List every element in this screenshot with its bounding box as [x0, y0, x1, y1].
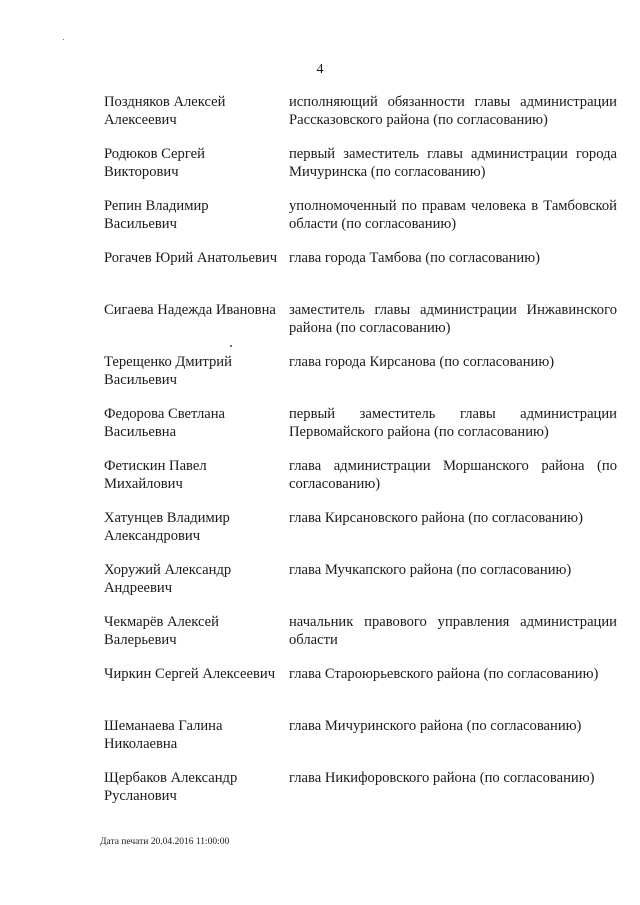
member-row: [0, 457, 640, 509]
print-date: Дата печати 20.04.2016 11:00:00: [100, 837, 230, 847]
member-name: Родюков Сергей Викторович: [104, 146, 205, 180]
member-row: [0, 353, 640, 405]
member-row: [0, 249, 640, 301]
member-row: [0, 301, 640, 353]
member-row: [0, 769, 640, 821]
scan-speck: [63, 39, 64, 40]
member-row: [0, 665, 640, 717]
member-position: начальник правового управления администрации области: [289, 614, 617, 648]
member-name: Хоружий Александр Андреевич: [104, 562, 232, 596]
member-name: Фетискин Павел Михайлович: [104, 458, 207, 492]
member-name: Чекмарёв Алексей Валерьевич: [104, 614, 219, 648]
member-position: глава Никифоровского района (по согласованию): [289, 770, 595, 786]
member-position: глава Кирсановского района (по согласованию): [289, 510, 583, 526]
member-position: глава администрации Моршанского района (по согласованию): [289, 458, 617, 492]
member-position: первый заместитель главы администрации Первомайского района (по согласованию): [289, 406, 617, 440]
member-row: [0, 717, 640, 769]
page-number: 4: [316, 62, 324, 77]
member-position: глава города Тамбова (по согласованию): [289, 250, 541, 266]
member-name: Щербаков Александр Русланович: [104, 770, 238, 804]
member-row: [0, 613, 640, 665]
member-name: Федорова Светлана Васильевна: [104, 406, 226, 440]
member-name: Чиркин Сергей Алексеевич: [104, 666, 276, 682]
member-name: Репин Владимир Васильевич: [104, 198, 209, 232]
member-name: Шеманаева Галина Николаевна: [104, 718, 223, 752]
member-row: [0, 509, 640, 561]
member-position: глава города Кирсанова (по согласованию): [289, 354, 555, 370]
member-name: Терещенко Дмитрий Васильевич: [104, 354, 232, 388]
member-list: [0, 93, 640, 821]
member-name: Хатунцев Владимир Александрович: [104, 510, 230, 544]
member-position: глава Мучкапского района (по согласованию): [289, 562, 572, 578]
scan-speck: [230, 345, 232, 347]
member-row: [0, 93, 640, 145]
member-row: [0, 405, 640, 457]
member-position: уполномоченный по правам человека в Тамбовской области (по согласованию): [289, 198, 617, 232]
member-position: первый заместитель главы администрации города Мичуринска (по согласованию): [289, 146, 617, 180]
member-position: исполняющий обязанности главы администрации Рассказовского района (по согласованию): [289, 94, 617, 128]
member-name: Рогачев Юрий Анатольевич: [104, 250, 278, 266]
member-position: глава Староюрьевского района (по согласованию): [289, 666, 599, 682]
member-position: глава Мичуринского района (по согласованию): [289, 718, 582, 734]
member-row: [0, 197, 640, 249]
member-position: заместитель главы администрации Инжавинского района (по согласованию): [289, 302, 617, 336]
member-row: [0, 561, 640, 613]
member-name: Поздняков Алексей Алексеевич: [104, 94, 226, 128]
member-name: Сигаева Надежда Ивановна: [104, 302, 276, 318]
member-row: [0, 145, 640, 197]
